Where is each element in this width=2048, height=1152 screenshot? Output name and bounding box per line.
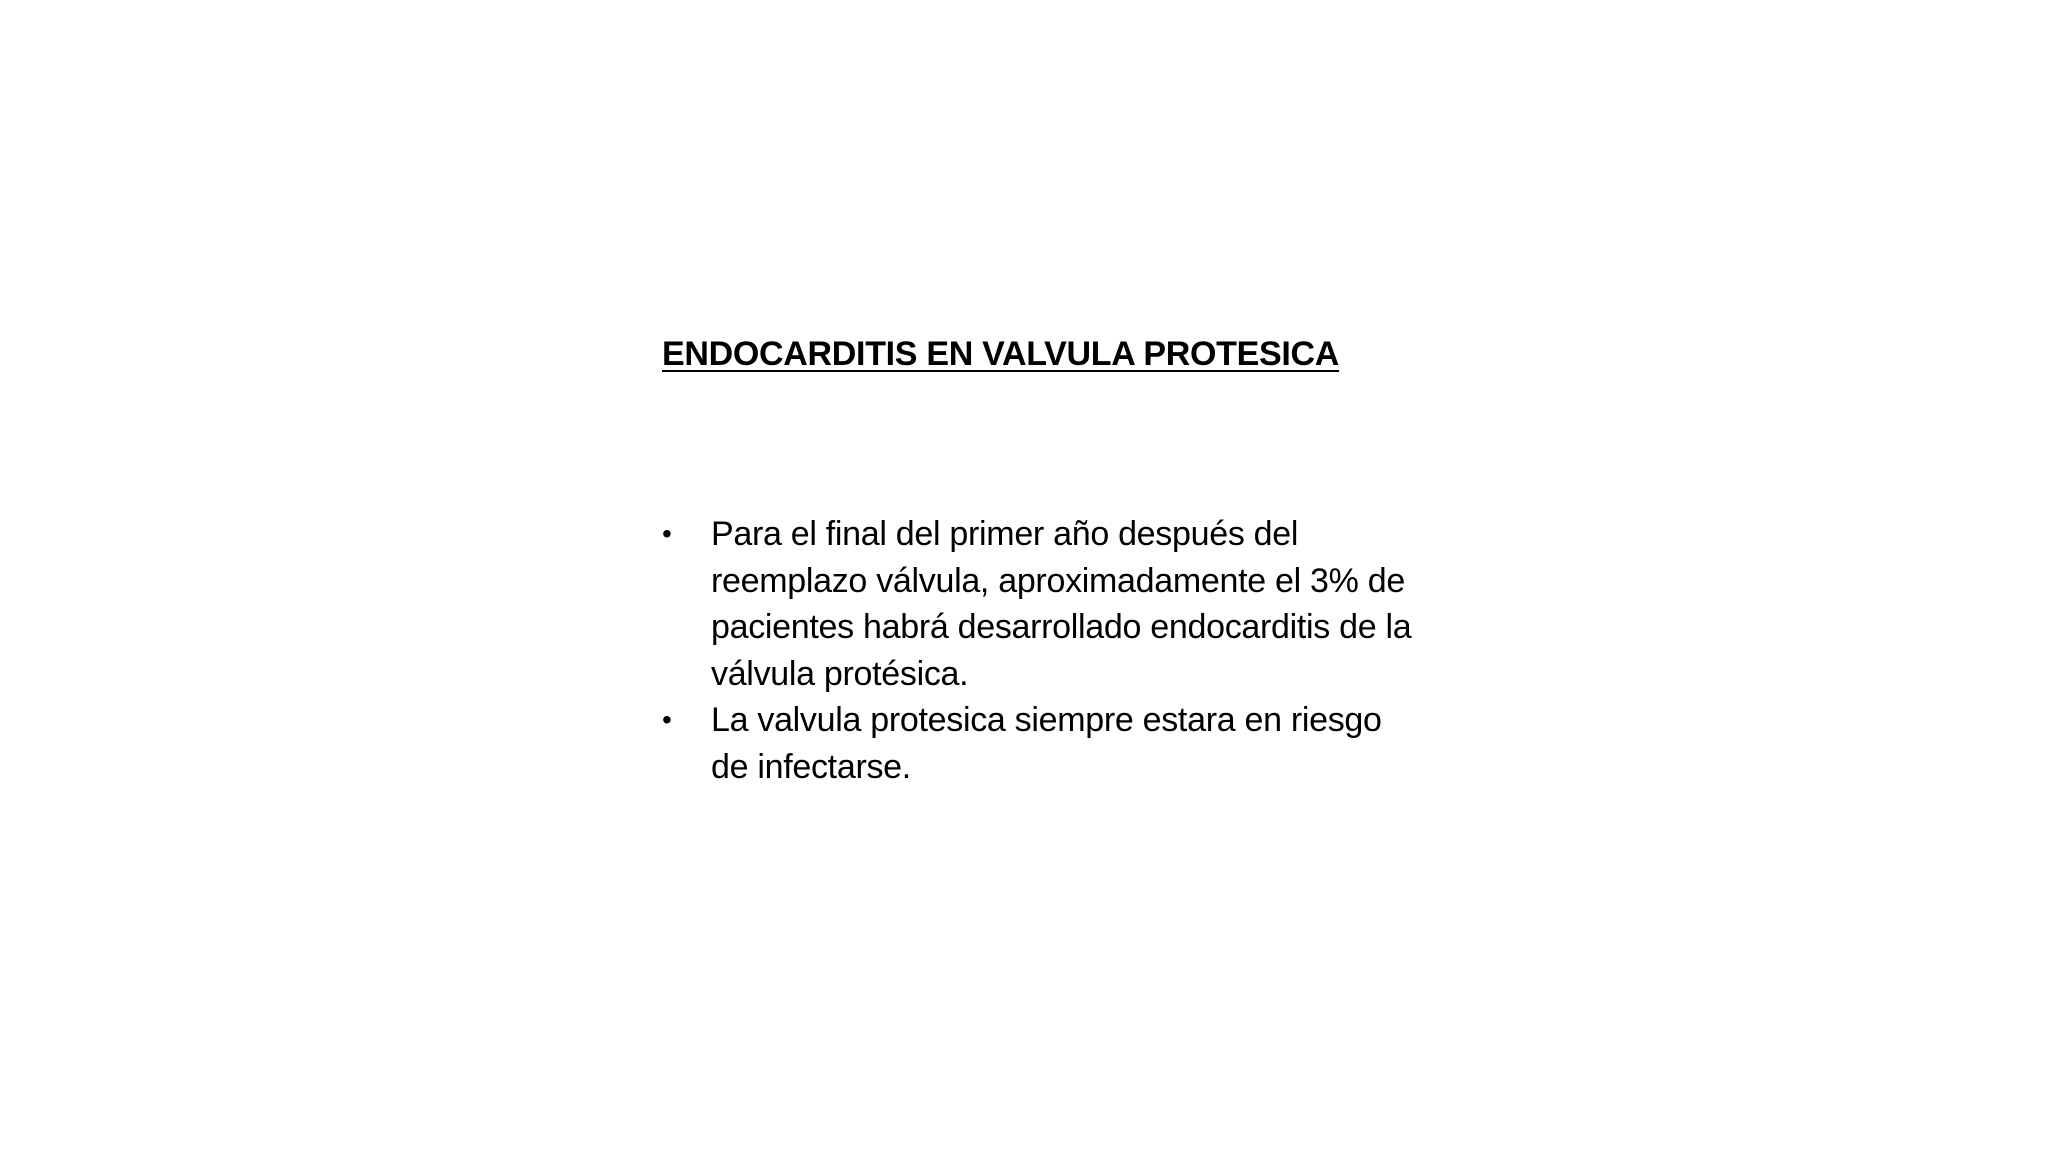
bullet-list (662, 511, 1422, 790)
bullet-icon: • (662, 704, 672, 735)
bullet-item (662, 697, 1422, 790)
bullet-icon: • (662, 518, 672, 549)
slide-title: ENDOCARDITIS EN VALVULA PROTESICA (662, 335, 1340, 373)
bullet-item (662, 511, 1422, 697)
bullet-text: Para el final del primer año después del reemplazo válvula, aproximadamente el 3% de pacientes habrá desarrollado endocarditis de la válvula protésica. (711, 515, 1412, 693)
bullet-text: La valvula protesica siempre estara en riesgo de infectarse. (711, 701, 1382, 786)
